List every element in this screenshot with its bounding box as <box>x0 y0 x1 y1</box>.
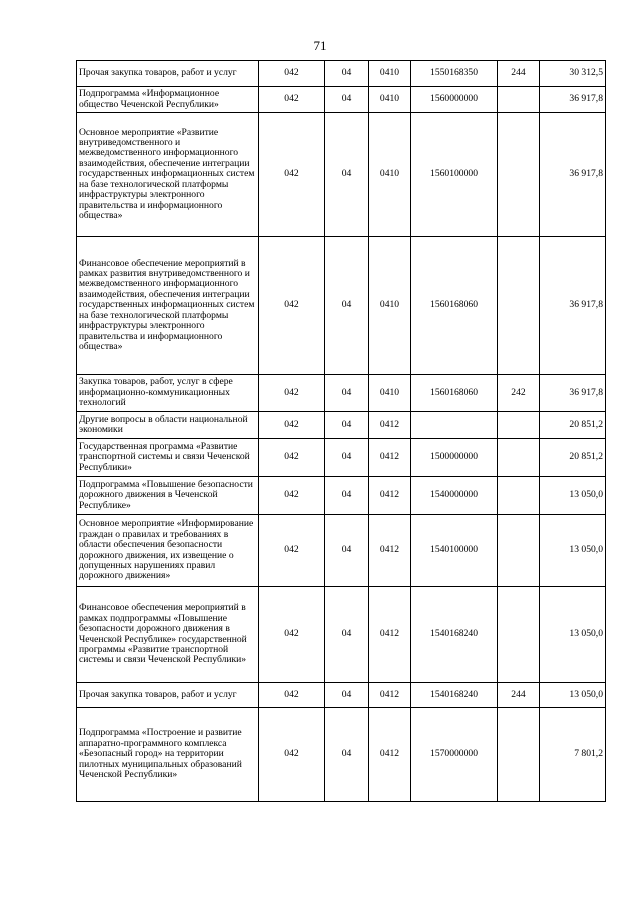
cell-ministry-code: 042 <box>259 87 325 113</box>
cell-name: Подпрограмма «Построение и развитие аппаратно-программного комплекса «Безопасный город» на территории пилотных муниципальных образований Чеченской Республики» <box>77 708 259 802</box>
cell-subsection-code: 0412 <box>369 515 411 587</box>
cell-name: Закупка товаров, работ, услуг в сфере информационно-коммуникационных технологий <box>77 375 259 412</box>
cell-section-code: 04 <box>325 61 369 87</box>
cell-target-article: 1500000000 <box>411 439 498 477</box>
cell-section-code: 04 <box>325 439 369 477</box>
cell-name: Финансовое обеспечение мероприятий в рамках развития внутриведомственного и межведомственного информационного взаимодействия, обеспечения интеграции государственных информационных систем на базе технологической платформы инфраструктуры электронного правительства и информационного общества» <box>77 237 259 375</box>
cell-subsection-code: 0412 <box>369 587 411 683</box>
cell-name: Подпрограмма «Повышение безопасности дорожного движения в Чеченской Республике» <box>77 477 259 515</box>
cell-section-code: 04 <box>325 375 369 412</box>
cell-amount: 20 851,2 <box>540 439 606 477</box>
cell-section-code: 04 <box>325 515 369 587</box>
cell-amount: 36 917,8 <box>540 237 606 375</box>
table-row <box>77 113 606 237</box>
cell-amount: 13 050,0 <box>540 515 606 587</box>
cell-section-code: 04 <box>325 708 369 802</box>
cell-subsection-code: 0412 <box>369 412 411 439</box>
cell-ministry-code: 042 <box>259 683 325 708</box>
cell-expense-type <box>498 113 540 237</box>
cell-target-article: 1560168060 <box>411 375 498 412</box>
budget-table <box>76 60 606 802</box>
cell-ministry-code: 042 <box>259 477 325 515</box>
cell-target-article: 1550168350 <box>411 61 498 87</box>
cell-name: Другие вопросы в области национальной экономики <box>77 412 259 439</box>
cell-ministry-code: 042 <box>259 237 325 375</box>
cell-expense-type <box>498 515 540 587</box>
cell-name: Прочая закупка товаров, работ и услуг <box>77 61 259 87</box>
cell-name: Подпрограмма «Информационное общество Чеченской Республики» <box>77 87 259 113</box>
cell-target-article: 1540168240 <box>411 587 498 683</box>
cell-expense-type: 244 <box>498 61 540 87</box>
cell-expense-type: 242 <box>498 375 540 412</box>
table-row <box>77 587 606 683</box>
cell-ministry-code: 042 <box>259 708 325 802</box>
cell-subsection-code: 0412 <box>369 477 411 515</box>
cell-target-article <box>411 412 498 439</box>
cell-amount: 13 050,0 <box>540 683 606 708</box>
cell-expense-type <box>498 477 540 515</box>
cell-expense-type <box>498 587 540 683</box>
cell-ministry-code: 042 <box>259 412 325 439</box>
budget-table-body <box>77 61 606 802</box>
cell-target-article: 1540100000 <box>411 515 498 587</box>
cell-name: Государственная программа «Развитие транспортной системы и связи Чеченской Республики» <box>77 439 259 477</box>
cell-ministry-code: 042 <box>259 439 325 477</box>
cell-amount: 13 050,0 <box>540 587 606 683</box>
cell-ministry-code: 042 <box>259 113 325 237</box>
cell-subsection-code: 0410 <box>369 375 411 412</box>
cell-amount: 36 917,8 <box>540 87 606 113</box>
table-row <box>77 683 606 708</box>
cell-section-code: 04 <box>325 113 369 237</box>
cell-expense-type <box>498 237 540 375</box>
cell-target-article: 1560168060 <box>411 237 498 375</box>
table-row <box>77 708 606 802</box>
table-row <box>77 61 606 87</box>
cell-subsection-code: 0410 <box>369 87 411 113</box>
cell-name: Основное мероприятие «Развитие внутриведомственного и межведомственного информационного взаимодействия, обеспечение интеграции государственных информационных систем на базе технологической платформы инфраструктуры электронного правительства и информационного общества» <box>77 113 259 237</box>
cell-section-code: 04 <box>325 683 369 708</box>
cell-section-code: 04 <box>325 477 369 515</box>
cell-subsection-code: 0412 <box>369 708 411 802</box>
cell-subsection-code: 0410 <box>369 61 411 87</box>
cell-expense-type: 244 <box>498 683 540 708</box>
cell-target-article: 1570000000 <box>411 708 498 802</box>
cell-section-code: 04 <box>325 412 369 439</box>
cell-section-code: 04 <box>325 587 369 683</box>
cell-expense-type <box>498 412 540 439</box>
cell-expense-type <box>498 439 540 477</box>
cell-target-article: 1540000000 <box>411 477 498 515</box>
cell-section-code: 04 <box>325 237 369 375</box>
cell-subsection-code: 0412 <box>369 683 411 708</box>
cell-expense-type <box>498 87 540 113</box>
cell-ministry-code: 042 <box>259 375 325 412</box>
cell-target-article: 1560000000 <box>411 87 498 113</box>
table-row <box>77 237 606 375</box>
table-row <box>77 87 606 113</box>
cell-amount: 36 917,8 <box>540 113 606 237</box>
cell-amount: 36 917,8 <box>540 375 606 412</box>
cell-target-article: 1560100000 <box>411 113 498 237</box>
cell-ministry-code: 042 <box>259 587 325 683</box>
cell-subsection-code: 0410 <box>369 237 411 375</box>
table-row <box>77 439 606 477</box>
cell-amount: 30 312,5 <box>540 61 606 87</box>
cell-target-article: 1540168240 <box>411 683 498 708</box>
cell-name: Прочая закупка товаров, работ и услуг <box>77 683 259 708</box>
cell-amount: 7 801,2 <box>540 708 606 802</box>
cell-amount: 20 851,2 <box>540 412 606 439</box>
cell-ministry-code: 042 <box>259 515 325 587</box>
cell-subsection-code: 0412 <box>369 439 411 477</box>
table-row <box>77 375 606 412</box>
cell-section-code: 04 <box>325 87 369 113</box>
page-number: 71 <box>313 38 327 53</box>
table-row <box>77 515 606 587</box>
cell-name: Основное мероприятие «Информирование граждан о правилах и требованиях в области обеспечения безопасности дорожного движения, их извещение о допущенных нарушениях правил дорожного движения» <box>77 515 259 587</box>
cell-subsection-code: 0410 <box>369 113 411 237</box>
cell-amount: 13 050,0 <box>540 477 606 515</box>
table-row <box>77 477 606 515</box>
table-row <box>77 412 606 439</box>
cell-ministry-code: 042 <box>259 61 325 87</box>
cell-expense-type <box>498 708 540 802</box>
cell-name: Финансовое обеспечения мероприятий в рамках подпрограммы «Повышение безопасности дорожного движения в Чеченской Республике» государственной программы «Развитие транспортной системы и связи Чеченской Республики» <box>77 587 259 683</box>
